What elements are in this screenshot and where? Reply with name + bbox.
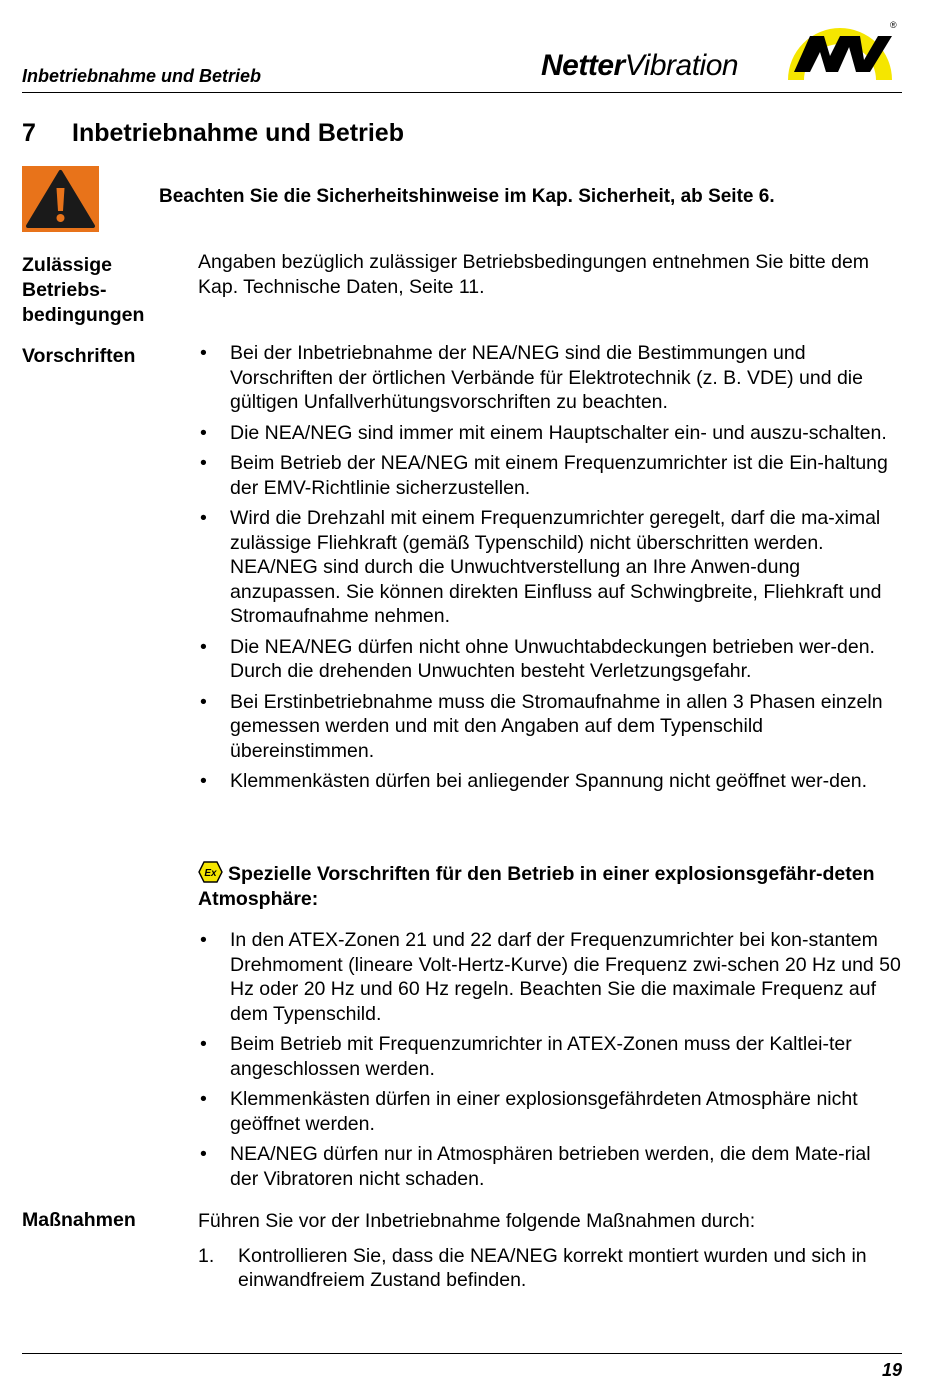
list-item: • Bei der Inbetriebnahme der NEA/NEG sind die Bestimmungen und Vorschriften der örtlichen Verbände für Elektrotechnik (z. B. VDE) und die gültigen Unfallverhütungsvorschriften zu beachten. bbox=[198, 341, 904, 415]
label-line: Betriebs- bbox=[22, 279, 107, 301]
registered-mark: ® bbox=[890, 20, 897, 30]
list-item: • Klemmenkästen dürfen bei anliegender Spannung nicht geöffnet wer-den. bbox=[198, 769, 904, 794]
sidebar-label-regulations: Vorschriften bbox=[22, 345, 136, 367]
nv-logo-icon bbox=[780, 8, 900, 84]
list-item: • In den ATEX-Zonen 21 und 22 darf der Frequenzumrichter bei kon-stantem Drehmoment (lineare Volt-Hertz-Kurve) die Frequenz zwi-schen 20 Hz und 50 Hz oder 20 Hz und 60 Hz regeln. Beachten Sie die maximale Frequenz auf dem Typenschild. bbox=[198, 928, 904, 1026]
regulations-list bbox=[198, 341, 904, 794]
brand-wordmark-bold: Netter bbox=[541, 49, 625, 82]
step-item bbox=[198, 1244, 904, 1293]
header-rule bbox=[22, 92, 902, 93]
warning-triangle-icon bbox=[22, 166, 99, 232]
label-line: Zulässige bbox=[22, 254, 112, 276]
explosion-heading-block bbox=[198, 861, 904, 912]
brand-wordmark bbox=[541, 49, 738, 83]
list-item: • Wird die Drehzahl mit einem Frequenzumrichter geregelt, darf die ma-ximal zulässige Fliehkraft (gemäß Typenschild) nicht überschritten werden. NEA/NEG sind durch die Unwuchtverstellung an Ihre Anwen-dung anzupassen. Sie können direkten Einfluss auf Schwingbreite, Fliehkraft und Stromaufnahme nehmen. bbox=[198, 506, 904, 629]
measures-steps bbox=[198, 1244, 904, 1293]
conditions-paragraph: Angaben bezüglich zulässiger Betriebsbedingungen entnehmen Sie bitte dem Kap. Technische Daten, Seite 11. bbox=[198, 251, 870, 298]
explosion-list bbox=[198, 928, 904, 1191]
chapter-number: 7 bbox=[22, 119, 36, 147]
ex-icon-text: Ex bbox=[204, 868, 217, 879]
sidebar-label-measures: Maßnahmen bbox=[22, 1209, 136, 1231]
list-item: • Beim Betrieb mit Frequenzumrichter in ATEX-Zonen muss der Kaltlei-ter angeschlossen werden. bbox=[198, 1032, 904, 1081]
conditions-text bbox=[198, 250, 904, 299]
list-item: • Beim Betrieb der NEA/NEG mit einem Frequenzumrichter ist die Ein-haltung der EMV-Richtlinie sicherzustellen. bbox=[198, 451, 904, 500]
sidebar-label-conditions bbox=[22, 253, 144, 328]
chapter-heading bbox=[22, 119, 404, 148]
step-text: Kontrollieren Sie, dass die NEA/NEG korrekt montiert wurden und sich in einwandfreiem Zustand befinden. bbox=[238, 1244, 867, 1291]
explosion-block bbox=[198, 928, 904, 1197]
footer-rule bbox=[22, 1353, 902, 1354]
step-number: 1. bbox=[198, 1244, 215, 1267]
ex-hexagon-icon bbox=[198, 861, 223, 883]
list-item: • NEA/NEG dürfen nur in Atmosphären betrieben werden, die dem Mate-rial der Vibratoren nicht schaden. bbox=[198, 1142, 904, 1191]
list-item: • Die NEA/NEG dürfen nicht ohne Unwuchtabdeckungen betrieben wer-den. Durch die drehenden Unwuchten besteht Verletzungsgefahr. bbox=[198, 635, 904, 684]
measures-block bbox=[198, 1209, 904, 1293]
brand-wordmark-light: Vibration bbox=[624, 49, 739, 82]
list-item: • Klemmenkästen dürfen in einer explosionsgefährdeten Atmosphäre nicht geöffnet werden. bbox=[198, 1087, 904, 1136]
safety-note: Beachten Sie die Sicherheitshinweise im Kap. Sicherheit, ab Seite 6. bbox=[159, 186, 775, 207]
explosion-heading: Spezielle Vorschriften für den Betrieb in einer explosionsgefähr-deten Atmosphäre: bbox=[198, 863, 875, 910]
list-item: • Die NEA/NEG sind immer mit einem Hauptschalter ein- und auszu-schalten. bbox=[198, 421, 904, 446]
list-item: • Bei Erstinbetriebnahme muss die Stromaufnahme in allen 3 Phasen einzeln gemessen werden und mit den Angaben auf dem Typenschild übereinstimmen. bbox=[198, 690, 904, 764]
label-line: bedingungen bbox=[22, 304, 145, 326]
running-header-title: Inbetriebnahme und Betrieb bbox=[22, 66, 262, 86]
chapter-title: Inbetriebnahme und Betrieb bbox=[72, 119, 404, 147]
measures-intro: Führen Sie vor der Inbetriebnahme folgende Maßnahmen durch: bbox=[198, 1210, 756, 1232]
page-number: 19 bbox=[881, 1360, 902, 1380]
regulations-block bbox=[198, 341, 904, 800]
